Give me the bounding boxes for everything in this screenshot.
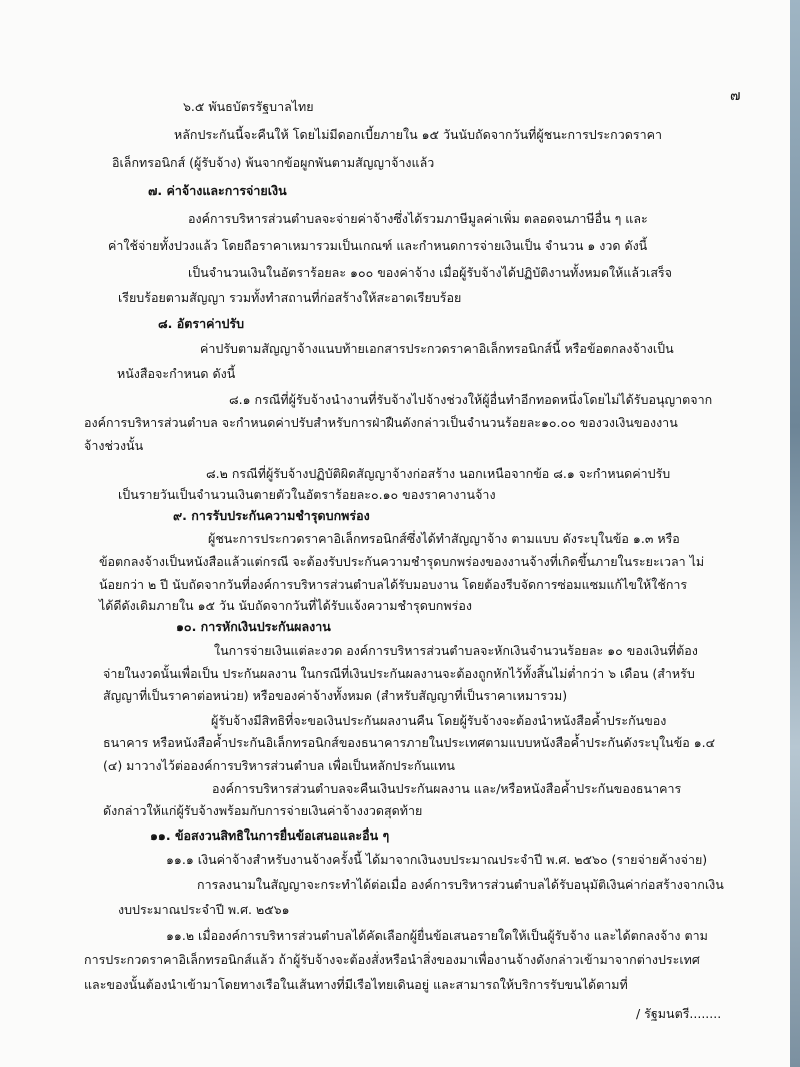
section-8-heading: ๘. อัตราค่าปรับ (158, 316, 245, 331)
section-7-text-line: เรียบร้อยตามสัญญา รวมทั้งทำสถานที่ก่อสร้างให้สะอาดเรียบร้อย (118, 290, 462, 305)
section-8-2-text-line: เป็นรายวันเป็นจำนวนเงินตายตัวในอัตราร้อยละ๐.๑๐ ของราคางานจ้าง (118, 487, 496, 502)
section-9-text-line: ผู้ชนะการประกวดราคาอิเล็กทรอนิกส์ซึ่งได้ทำสัญญาจ้าง ตามแบบ ดังระบุในข้อ ๑.๓ หรือ (208, 531, 680, 546)
section-8-1-text-line: องค์การบริหารส่วนตำบล จะกำหนดค่าปรับสำหรับการฝ่าฝืนดังกล่าวเป็นจำนวนร้อยละ๑๐.๐๐ ของวงเงินของงาน (84, 415, 678, 430)
section-10-heading: ๑๐. การหักเงินประกันผลงาน (176, 619, 331, 634)
page-number: ๗ (730, 88, 741, 104)
section-8-1-text-line: จ้างช่วงนั้น (84, 438, 144, 453)
section-10-text-line: (๔) มาวางไว้ต่อองค์การบริหารส่วนตำบล เพื่อเป็นหลักประกันแทน (103, 758, 455, 773)
section-10-text-line: องค์การบริหารส่วนตำบลจะคืนเงินประกันผลงาน และ/หรือหนังสือค้ำประกันของธนาคาร (212, 781, 682, 796)
section-10-text-line: ในการจ่ายเงินแต่ละงวด องค์การบริหารส่วนตำบลจะหักเงินจำนวนร้อยละ ๑๐ ของเงินที่ต้อง (214, 643, 698, 658)
section-7-text-line: ค่าใช้จ่ายทั้งปวงแล้ว โดยถือราคาเหมารวมเป็นเกณฑ์ และกำหนดการจ่ายเงินเป็น จำนวน ๑ งวด ดังนี้ (108, 238, 648, 253)
section-8-text-line: หนังสือจะกำหนด ดังนี้ (117, 366, 236, 381)
section-9-text-line: ข้อตกลงจ้างเป็นหนังสือแล้วแต่กรณี จะต้องรับประกันความชำรุดบกพร่องของงานจ้างที่เกิดขึ้นภายในระยะเวลา ไม่ (99, 554, 705, 569)
section-7-text-line: องค์การบริหารส่วนตำบลจะจ่ายค่าจ้างซึ่งได้รวมภาษีมูลค่าเพิ่ม ตลอดจนภาษีอื่น ๆ และ (188, 211, 648, 226)
section-11-1-text-line: การลงนามในสัญญาจะกระทำได้ต่อเมื่อ องค์การบริหารส่วนตำบลได้รับอนุมัติเงินค่าก่อสร้างจากเงิน (197, 877, 724, 892)
section-8-2-text-line: ๘.๒ กรณีที่ผู้รับจ้างปฏิบัติผิดสัญญาจ้างก่อสร้าง นอกเหนือจากข้อ ๘.๑ จะกำหนดค่าปรับ (206, 466, 671, 481)
section-10-text-line: ธนาคาร หรือหนังสือค้ำประกันอิเล็กทรอนิกส์ของธนาคารภายในประเทศตามแบบหนังสือค้ำประกันดังระบุในข้อ ๑.๔ (103, 735, 716, 750)
section-10-text-line: สัญญาที่เป็นราคาต่อหน่วย) หรือของค่าจ้างทั้งหมด (สำหรับสัญญาที่เป็นราคาเหมารวม) (103, 688, 568, 703)
section-11-1-text-line: ๑๑.๑ เงินค่าจ้างสำหรับงานจ้างครั้งนี้ ได้มาจากเงินงบประมาณประจำปี พ.ศ. ๒๕๖๐ (รายจ่ายค้างจ่าย) (166, 852, 708, 867)
background-edge (790, 0, 800, 1067)
section-6-5-text-line: หลักประกันนี้จะคืนให้ โดยไม่มีดอกเบี้ยภายใน ๑๕ วันนับถัดจากวันที่ผู้ชนะการประกวดราคา (174, 127, 662, 142)
section-7-text-line: เป็นจำนวนเงินในอัตราร้อยละ ๑๐๐ ของค่าจ้าง เมื่อผู้รับจ้างได้ปฏิบัติงานทั้งหมดให้แล้วเสร็จ (188, 265, 672, 280)
continuation-note: / รัฐมนตรี........ (636, 1006, 722, 1021)
section-10-text-line: ผู้รับจ้างมีสิทธิที่จะขอเงินประกันผลงานคืน โดยผู้รับจ้างจะต้องนำหนังสือค้ำประกันของ (211, 713, 667, 728)
section-7-heading: ๗. ค่าจ้างและการจ่ายเงิน (148, 183, 287, 198)
section-6-5-heading: ๖.๕ พันธบัตรรัฐบาลไทย (183, 99, 314, 114)
section-11-2-text-line: การประกวดราคาอิเล็กทรอนิกส์แล้ว ถ้าผู้รับจ้างจะต้องสั่งหรือนำสิ่งของมาเพื่องานจ้างดังกล่าวเข้ามาจากต่างประเทศ (84, 952, 700, 967)
section-10-text-line: ดังกล่าวให้แก่ผู้รับจ้างพร้อมกับการจ่ายเงินค่าจ้างงวดสุดท้าย (103, 803, 423, 818)
section-11-2-text-line: ๑๑.๒ เมื่อองค์การบริหารส่วนตำบลได้คัดเลือกผู้ยื่นข้อเสนอรายใดให้เป็นผู้รับจ้าง และได้ตกลงจ้าง ตาม (166, 928, 708, 943)
section-9-heading: ๙. การรับประกันความชำรุดบกพร่อง (173, 508, 370, 523)
section-9-text-line: น้อยกว่า ๒ ปี นับถัดจากวันที่องค์การบริหารส่วนตำบลได้รับมอบงาน โดยต้องรีบจัดการซ่อมแซมแก้ไขให้ใช้การ (99, 577, 688, 592)
section-11-2-text-line: และของนั้นต้องนำเข้ามาโดยทางเรือในเส้นทางที่มีเรือไทยเดินอยู่ และสามารถให้บริการรับขนได้ตามที่ (84, 977, 628, 992)
section-10-text-line: จ่ายในงวดนั้นเพื่อเป็น ประกันผลงาน ในกรณีที่เงินประกันผลงานจะต้องถูกหักไว้ทั้งสิ้นไม่ต่ำกว่า ๖ เดือน (สำหรับ (103, 666, 695, 681)
section-8-1-text-line: ๘.๑ กรณีที่ผู้รับจ้างนำงานที่รับจ้างไปจ้างช่วงให้ผู้อื่นทำอีกทอดหนึ่งโดยไม่ได้รับอนุญาตจาก (229, 392, 713, 407)
section-11-heading: ๑๑. ข้อสงวนสิทธิในการยื่นข้อเสนอและอื่น ๆ (150, 828, 390, 843)
section-6-5-text-line: อิเล็กทรอนิกส์ (ผู้รับจ้าง) พ้นจากข้อผูกพันตามสัญญาจ้างแล้ว (112, 155, 435, 170)
section-11-1-text-line: งบประมาณประจำปี พ.ศ. ๒๕๖๑ (118, 902, 290, 917)
section-9-text-line: ได้ดีดังเดิมภายใน ๑๕ วัน นับถัดจากวันที่ได้รับแจ้งความชำรุดบกพร่อง (99, 598, 472, 613)
section-8-text-line: ค่าปรับตามสัญญาจ้างแนบท้ายเอกสารประกวดราคาอิเล็กทรอนิกส์นี้ หรือข้อตกลงจ้างเป็น (200, 341, 674, 356)
